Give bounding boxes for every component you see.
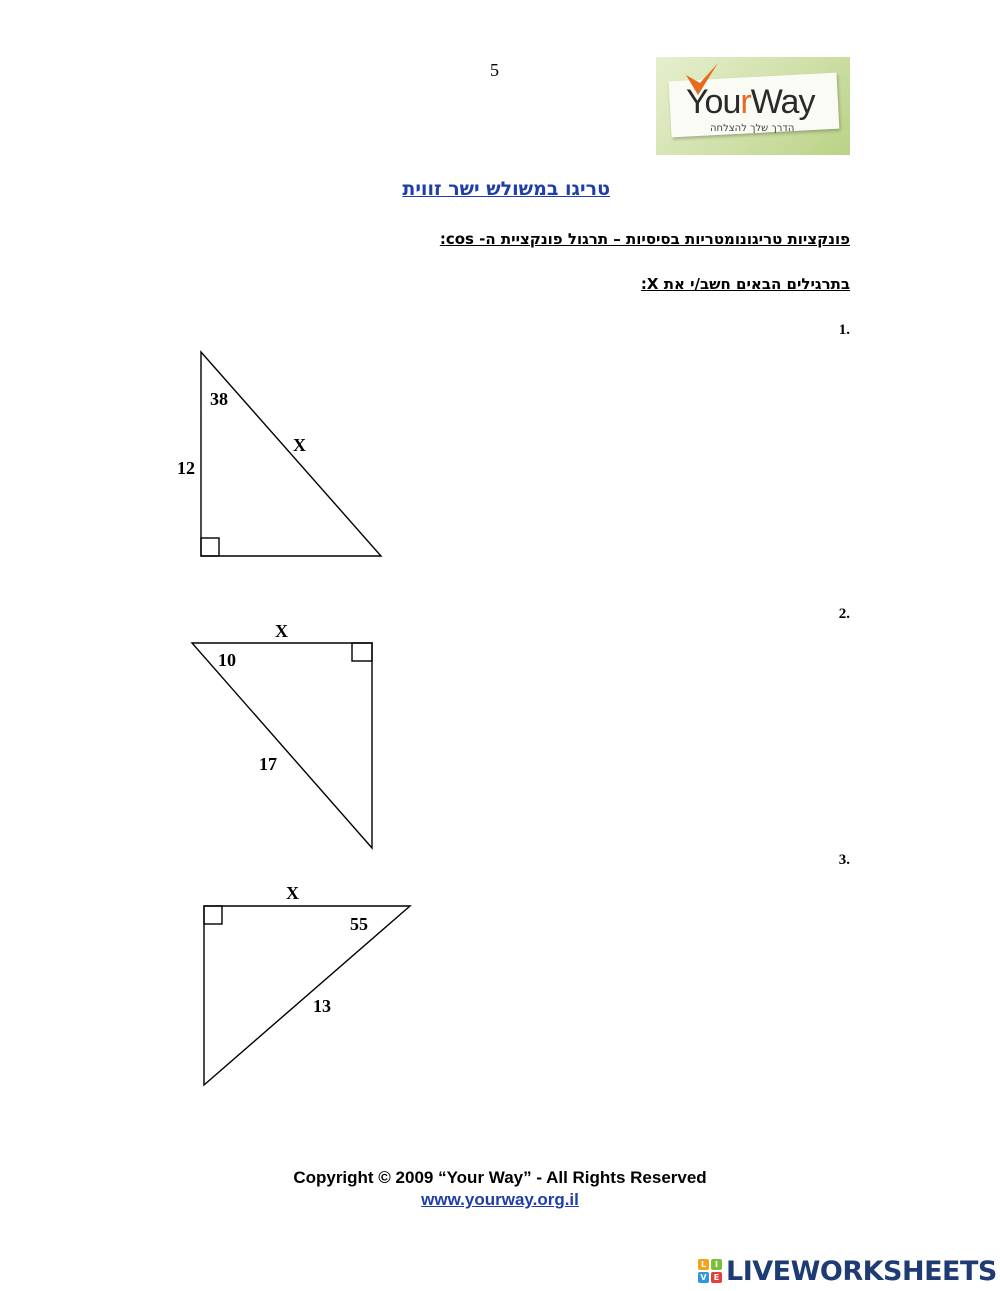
unknown-label-2: X bbox=[275, 621, 288, 641]
logo-tagline: הדרך שלך להצלחה bbox=[710, 123, 795, 134]
question-number-3: 3. bbox=[838, 852, 850, 868]
liveworksheets-icon bbox=[698, 1259, 722, 1283]
instruction: בתרגילים הבאים חשב/י את X: bbox=[640, 275, 850, 293]
footer-copyright: Copyright © 2009 “Your Way” - All Rights Reserved bbox=[293, 1168, 707, 1187]
side-label-3: 13 bbox=[313, 996, 331, 1016]
logo-brand: YourWay bbox=[686, 83, 815, 121]
angle-label-3: 55 bbox=[350, 914, 368, 934]
page-title: טריגו במשולש ישר זווית bbox=[402, 178, 610, 200]
triangle-2 bbox=[192, 643, 372, 848]
icon-letter-e: E bbox=[711, 1272, 722, 1283]
icon-letter-i: I bbox=[711, 1259, 722, 1270]
question-number-1: 1. bbox=[838, 322, 850, 338]
icon-letter-v: V bbox=[698, 1272, 709, 1283]
unknown-label-1: X bbox=[293, 435, 306, 455]
side-label-1: 12 bbox=[177, 458, 195, 478]
unknown-label-3: X bbox=[286, 883, 299, 903]
liveworksheets-watermark bbox=[698, 1256, 997, 1286]
right-angle-mark-3 bbox=[204, 906, 222, 924]
angle-label-1: 38 bbox=[210, 389, 228, 409]
side-label-2: 17 bbox=[259, 754, 277, 774]
subtitle: פונקציות טריגונומטריות בסיסיות – תרגול פונקציית ה- cos: bbox=[439, 230, 850, 248]
triangle-3 bbox=[204, 906, 410, 1085]
watermark-text: LIVEWORKSHEETS bbox=[726, 1255, 997, 1287]
question-number-2: 2. bbox=[838, 606, 850, 622]
triangle-1 bbox=[201, 352, 381, 556]
angle-label-2: 10 bbox=[218, 650, 236, 670]
icon-letter-l: L bbox=[698, 1259, 709, 1270]
right-angle-mark-2 bbox=[352, 643, 372, 661]
page-number: 5 bbox=[490, 60, 499, 80]
footer-website-link[interactable]: www.yourway.org.il bbox=[421, 1190, 579, 1209]
right-angle-mark-1 bbox=[201, 538, 219, 556]
